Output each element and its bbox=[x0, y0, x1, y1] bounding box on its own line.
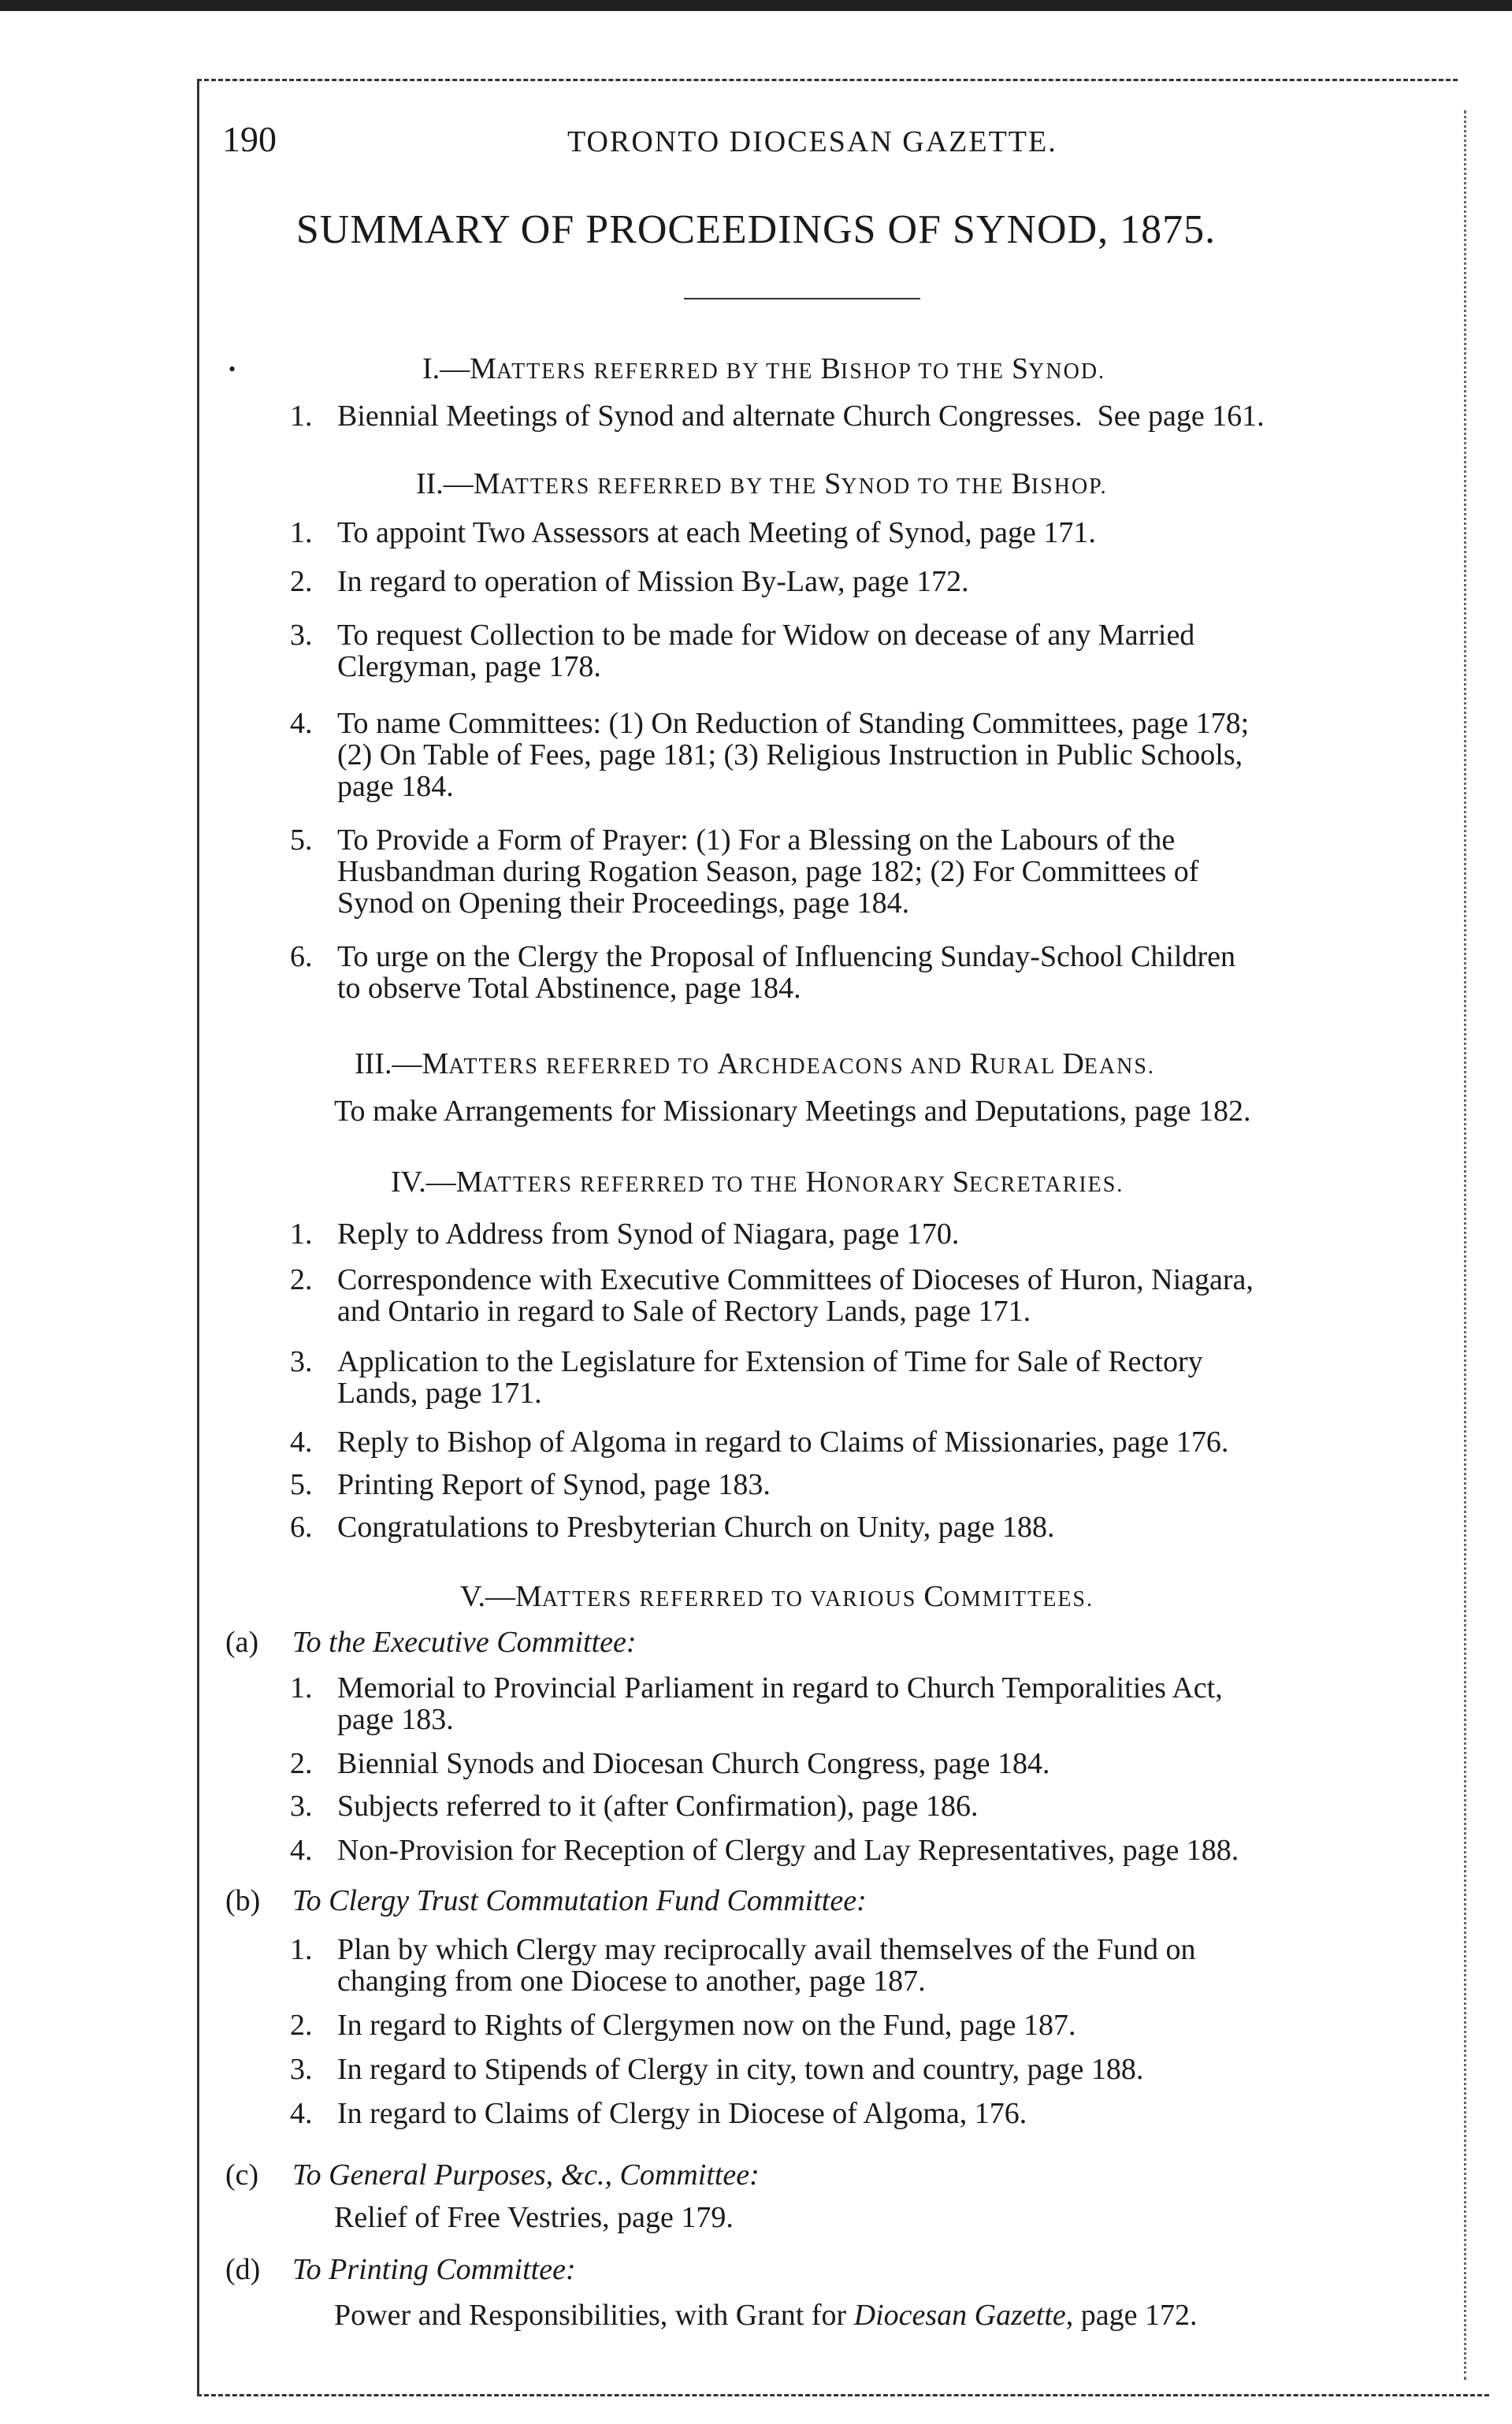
heading-capital: M bbox=[455, 1166, 483, 1199]
item-text: Reply to Bishop of Algoma in regard to Claims of Missionaries, page 176. bbox=[337, 1426, 1229, 1459]
subsection-title: To the Executive Committee: bbox=[292, 1626, 637, 1659]
heading-capital: R bbox=[969, 1047, 990, 1080]
heading-smallcaps: YNOD. bbox=[1028, 359, 1106, 384]
item-text: In regard to Rights of Clergymen now on the Fund, page 187. bbox=[337, 2009, 1076, 2042]
heading-smallcaps: ATTERS REFERRED BY THE bbox=[500, 474, 825, 499]
section-numeral: IV.— bbox=[391, 1166, 456, 1199]
heading-smallcaps: YNOD TO THE bbox=[841, 474, 1012, 499]
heading-capital: S bbox=[952, 1166, 970, 1199]
running-title: TORONTO DIOCESAN GAZETTE. bbox=[567, 125, 1057, 158]
item-number: 6. bbox=[290, 1511, 313, 1544]
subsection-label: (c) bbox=[225, 2158, 259, 2192]
item-text: To request Collection to be made for Widow on decease of any Married Clergyman, page 178. bbox=[337, 619, 1195, 683]
heading-smallcaps: RCHDEACONS AND bbox=[738, 1054, 970, 1079]
section-heading bbox=[460, 1579, 1094, 1614]
item-text: Non-Provision for Reception of Clergy and Lay Representatives, page 188. bbox=[337, 1834, 1239, 1867]
heading-smallcaps: ISHOP TO THE bbox=[840, 359, 1012, 384]
subsection-label: (a) bbox=[225, 1626, 259, 1659]
text-part: Power and Responsibilities, with Grant for bbox=[334, 2299, 854, 2332]
margin-bullet: • bbox=[228, 358, 236, 381]
page-title: SUMMARY OF PROCEEDINGS OF SYNOD, 1875. bbox=[295, 207, 1217, 252]
item-number: 2. bbox=[290, 2009, 313, 2042]
item-number: 5. bbox=[290, 1468, 313, 1501]
heading-smallcaps: ATTERS REFERRED TO THE bbox=[482, 1173, 806, 1197]
heading-smallcaps: ISHOP. bbox=[1031, 474, 1108, 499]
item-number: 5. bbox=[290, 823, 313, 857]
item-number: 1. bbox=[290, 516, 313, 549]
heading-capital: H bbox=[805, 1166, 827, 1199]
subsection-title: To Clergy Trust Commutation Fund Committee: bbox=[292, 1884, 867, 1917]
subsection-label: (d) bbox=[225, 2253, 261, 2286]
item-number: 4. bbox=[290, 1834, 313, 1867]
item-text: Correspondence with Executive Committees of Dioceses of Huron, Niagara, and Ontario in regard to Sale of Rectory Lands, page 171. bbox=[337, 1263, 1254, 1328]
heading-capital: D bbox=[1062, 1047, 1084, 1080]
left-margin-rule bbox=[197, 79, 199, 2394]
item-number: 1. bbox=[290, 1671, 313, 1705]
section-numeral: III.— bbox=[355, 1047, 422, 1080]
item-text: Biennial Synods and Diocesan Church Congress, page 184. bbox=[337, 1747, 1050, 1780]
heading-capital: S bbox=[824, 467, 841, 500]
item-number: 1. bbox=[290, 1218, 313, 1251]
item-text: Congratulations to Presbyterian Church on Unity, page 188. bbox=[337, 1511, 1055, 1544]
item-number: 1. bbox=[290, 1933, 313, 1966]
title-divider bbox=[684, 298, 920, 299]
item-number: 3. bbox=[290, 1790, 313, 1823]
item-number: 3. bbox=[290, 2053, 313, 2086]
section-numeral: V.— bbox=[460, 1580, 516, 1613]
heading-capital: M bbox=[515, 1580, 542, 1613]
subsection-label: (b) bbox=[225, 1884, 261, 1917]
gazette-title: Diocesan Gazette bbox=[853, 2299, 1066, 2332]
item-number: 2. bbox=[290, 565, 313, 598]
item-text: To appoint Two Assessors at each Meeting of Synod, page 171. bbox=[337, 516, 1096, 549]
subsection-text bbox=[334, 2299, 1197, 2331]
item-text: Subjects referred to it (after Confirmation), page 186. bbox=[337, 1790, 979, 1823]
heading-capital: C bbox=[923, 1580, 944, 1613]
heading-smallcaps: EANS. bbox=[1083, 1054, 1155, 1079]
item-number: 6. bbox=[290, 940, 313, 973]
heading-capital: M bbox=[473, 467, 500, 500]
item-number: 3. bbox=[290, 1345, 313, 1378]
section-heading bbox=[391, 1165, 1124, 1199]
heading-smallcaps: ECRETARIES. bbox=[969, 1173, 1124, 1197]
heading-smallcaps: ATTERS REFERRED BY THE bbox=[496, 359, 821, 384]
item-number: 4. bbox=[290, 2097, 313, 2130]
subsection-title: To Printing Committee: bbox=[292, 2253, 576, 2286]
heading-smallcaps: ONORARY bbox=[827, 1173, 953, 1197]
right-margin-rule bbox=[1464, 110, 1466, 2380]
heading-capital: M bbox=[470, 352, 496, 385]
item-text: Printing Report of Synod, page 183. bbox=[337, 1468, 771, 1501]
section-heading bbox=[355, 1047, 1155, 1081]
item-text: Plan by which Clergy may reciprocally avail themselves of the Fund on changing from one Diocese to another, page 187. bbox=[337, 1933, 1196, 1998]
section-text: To make Arrangements for Missionary Meetings and Deputations, page 182. bbox=[334, 1095, 1251, 1128]
section-numeral: I.— bbox=[422, 352, 470, 385]
item-text: In regard to operation of Mission By-Law, page 172. bbox=[337, 565, 969, 598]
section-heading bbox=[422, 351, 1105, 386]
item-text: To Provide a Form of Prayer: (1) For a Blessing on the Labours of the Husbandman during Rogation Season, page 182; (2) For Committees of Synod on Opening their Proceedings, page 184. bbox=[337, 823, 1199, 920]
item-text: In regard to Claims of Clergy in Diocese of Algoma, 176. bbox=[337, 2097, 1027, 2130]
item-number: 4. bbox=[290, 707, 313, 740]
item-text: Application to the Legislature for Extension of Time for Sale of Rectory Lands, page 171. bbox=[337, 1345, 1203, 1410]
heading-capital: M bbox=[422, 1047, 449, 1080]
heading-smallcaps: OMMITTEES. bbox=[943, 1587, 1094, 1612]
item-number: 3. bbox=[290, 619, 313, 652]
scan-edge bbox=[0, 0, 1512, 11]
item-text: To name Committees: (1) On Reduction of Standing Committees, page 178; (2) On Table of Fees, page 181; (3) Religious Instruction in Public Schools, page 184. bbox=[337, 707, 1250, 803]
page-number: 190 bbox=[222, 119, 277, 159]
item-number: 2. bbox=[290, 1263, 313, 1296]
bottom-dashed-rule bbox=[197, 2394, 1489, 2396]
heading-smallcaps: ATTERS REFERRED TO VARIOUS bbox=[541, 1587, 924, 1612]
item-text: To urge on the Clergy the Proposal of Influencing Sunday-School Children to observe Total Abstinence, page 184. bbox=[337, 940, 1235, 1005]
top-dashed-rule bbox=[197, 79, 1458, 81]
item-number: 2. bbox=[290, 1747, 313, 1780]
subsection-text: Relief of Free Vestries, page 179. bbox=[334, 2201, 734, 2234]
subsection-title: To General Purposes, &c., Committee: bbox=[292, 2158, 760, 2192]
heading-smallcaps: URAL bbox=[990, 1054, 1063, 1079]
heading-capital: A bbox=[717, 1047, 739, 1080]
heading-capital: B bbox=[1011, 467, 1031, 500]
item-number: 4. bbox=[290, 1426, 313, 1459]
heading-capital: S bbox=[1012, 352, 1029, 385]
item-text: In regard to Stipends of Clergy in city, town and country, page 188. bbox=[337, 2053, 1144, 2086]
section-heading bbox=[416, 467, 1108, 501]
item-text: Biennial Meetings of Synod and alternate Church Congresses. See page 161. bbox=[337, 400, 1265, 433]
item-text: Reply to Address from Synod of Niagara, page 170. bbox=[337, 1218, 960, 1251]
heading-capital: B bbox=[820, 352, 841, 385]
text-part: , page 172. bbox=[1065, 2299, 1198, 2332]
item-text: Memorial to Provincial Parliament in regard to Church Temporalities Act, page 183. bbox=[337, 1671, 1223, 1736]
item-number: 1. bbox=[290, 400, 313, 433]
heading-smallcaps: ATTERS REFERRED TO bbox=[448, 1054, 718, 1079]
section-numeral: II.— bbox=[416, 467, 474, 500]
